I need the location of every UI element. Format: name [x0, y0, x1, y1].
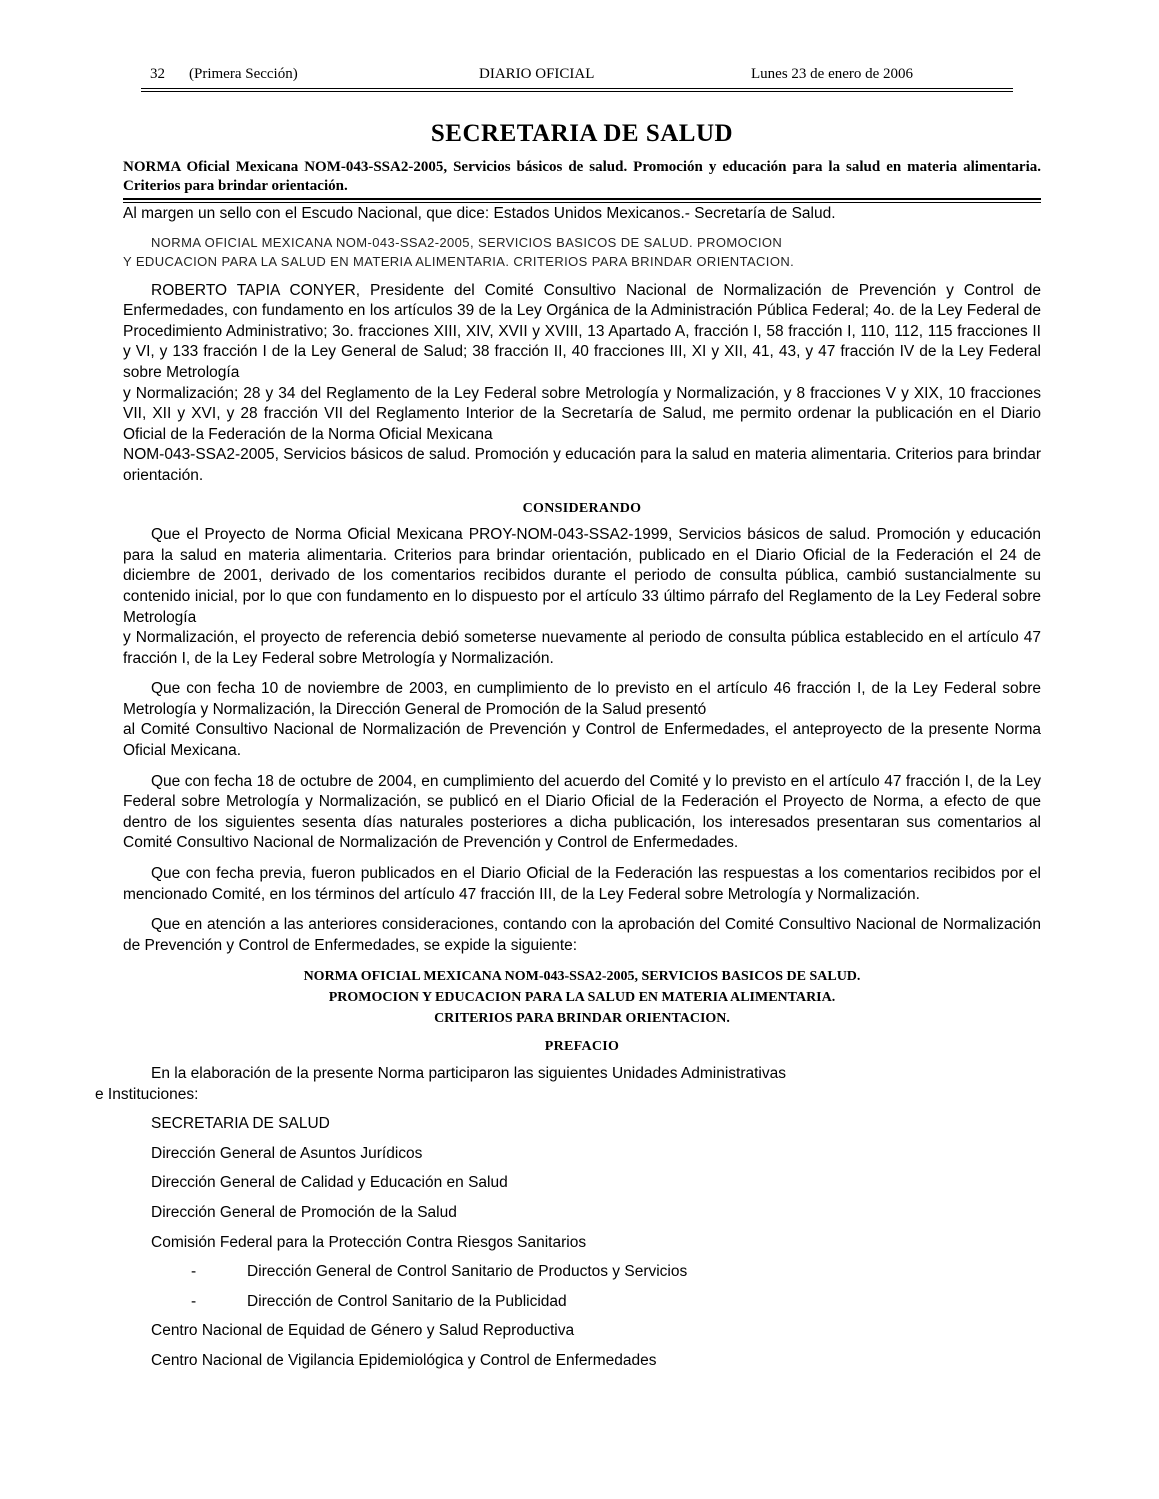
- list-item: Dirección General de Asuntos Jurídicos: [151, 1144, 423, 1162]
- sub-list-item-text: Dirección de Control Sanitario de la Publicidad: [247, 1292, 567, 1310]
- page-header: [123, 62, 1041, 84]
- considerando-paragraph-2a: Que con fecha 10 de noviembre de 2003, en cumplimiento de lo previsto en el artículo 46 fracción I, de la Ley Federal sobre Metrología y Normalización, la Dirección General de Promoción de la Salud presentó: [123, 680, 1041, 718]
- norm-summary: NORMA Oficial Mexicana NOM-043-SSA2-2005, Servicios básicos de salud. Promoción y educación para la salud en materia alimentaria. Criterios para brindar orientación.: [123, 159, 1041, 194]
- considerando-paragraph-2b: al Comité Consultivo Nacional de Normalización de Prevención y Control de Enfermedades, el anteproyecto de la presente Norma Oficial Mexicana.: [123, 721, 1041, 760]
- considerando-paragraph-4: Que con fecha previa, fueron publicados en el Diario Oficial de la Federación las respuestas a los comentarios recibidos por el mencionado Comité, en los términos del artículo 47 fracción III, de la Ley Federal sobre Metrología y Normalización.: [123, 865, 1041, 903]
- considerando-paragraph-5: Que en atención a las anteriores consideraciones, contando con la aprobación del Comité Consultivo Nacional de Normalización de Prevención y Control de Enfermedades, se expide la siguiente:: [123, 916, 1041, 954]
- norm-title-line3: CRITERIOS PARA BRINDAR ORIENTACION.: [434, 1011, 730, 1027]
- list-item: Centro Nacional de Vigilancia Epidemiológica y Control de Enfermedades: [151, 1351, 657, 1369]
- intro-paragraph-2: y Normalización; 28 y 34 del Reglamento de la Ley Federal sobre Metrología y Normalización, y 8 fracciones V y XIX, 10 fracciones VII, XII y XVI, y 28 fracción VII del Reglamento Interior de la Secretaría de Salud, me permito ordenar la publicación en el Diario Oficial de la Federación de la Norma Oficial Mexicana: [123, 384, 1041, 443]
- considerando-heading: CONSIDERANDO: [522, 500, 642, 516]
- header-rule: [141, 88, 1013, 89]
- sub-list-item-text: Dirección General de Control Sanitario de Productos y Servicios: [247, 1263, 688, 1281]
- considerando-paragraph-3: Que con fecha 18 de octubre de 2004, en cumplimiento del acuerdo del Comité y lo previsto en el artículo 47 fracción I, de la Ley Federal sobre Metrología y Normalización, se publicó en el Diario Oficial de la Federación el Proyecto de Norma, a efecto de que dentro de los siguientes sesenta días naturales posteriores a dicha publicación, los interesados presentaran sus comentarios al Comité Consultivo Nacional de Normalización de Prevención y Control de Enfermedades.: [123, 772, 1041, 852]
- sub-list-item: [191, 1292, 1041, 1313]
- considerando-paragraph-1a: Que el Proyecto de Norma Oficial Mexicana PROY-NOM-043-SSA2-1999, Servicios básicos de salud. Promoción y educación para la salud en materia alimentaria. Criterios para brindar orientación, publicado en el Diario Oficial de la Federación el 24 de diciembre de 2001, derivado de los comentarios recibidos durante el periodo de consulta pública, cambió sustancialmente su contenido inicial, por lo que con fundamento en lo dispuesto por el artículo 33 último párrafo del Reglamento de la Ley Federal sobre Metrología: [123, 526, 1041, 626]
- prefacio-intro-line1: En la elaboración de la presente Norma participaron las siguientes Unidades Administrativas: [151, 1065, 786, 1082]
- list-item: Dirección General de Calidad y Educación en Salud: [151, 1174, 508, 1192]
- prefacio-intro-line2: e Instituciones:: [95, 1085, 199, 1103]
- dash-bullet: -: [191, 1292, 197, 1310]
- newspaper-name: DIARIO OFICIAL: [479, 66, 595, 82]
- publication-date: Lunes 23 de enero de 2006: [751, 66, 914, 82]
- dash-bullet: -: [191, 1263, 197, 1281]
- small-norm-title-line2: Y EDUCACION PARA LA SALUD EN MATERIA ALIMENTARIA. CRITERIOS PARA BRINDAR ORIENTACION.: [123, 253, 795, 269]
- margin-note: Al margen un sello con el Escudo Nacional, que dice: Estados Unidos Mexicanos.- Secretaría de Salud.: [123, 205, 836, 222]
- section-label: (Primera Sección): [189, 66, 298, 82]
- page-number: 32: [150, 66, 165, 82]
- intro-paragraph-3: NOM-043-SSA2-2005, Servicios básicos de salud. Promoción y educación para la salud en materia alimentaria. Criterios para brindar orientación.: [123, 446, 1041, 484]
- document-page: [95, 62, 1041, 1369]
- header-rule-secondary: [141, 91, 1013, 92]
- ministry-title: SECRETARIA DE SALUD: [430, 120, 734, 147]
- list-item: SECRETARIA DE SALUD: [151, 1115, 330, 1133]
- list-item: Centro Nacional de Equidad de Género y Salud Reproductiva: [151, 1322, 575, 1340]
- norm-title-line2: PROMOCION Y EDUCACION PARA LA SALUD EN MATERIA ALIMENTARIA.: [328, 990, 836, 1006]
- summary-rule-secondary: [123, 202, 1041, 203]
- list-item: Comisión Federal para la Protección Contra Riesgos Sanitarios: [151, 1233, 587, 1251]
- prefacio-intro: [95, 1064, 1041, 1105]
- small-norm-title-line1: NORMA OFICIAL MEXICANA NOM-043-SSA2-2005, SERVICIOS BASICOS DE SALUD. PROMOCION: [151, 234, 783, 250]
- small-norm-title: [123, 233, 1041, 271]
- sub-list-item: [191, 1262, 1041, 1283]
- intro-paragraph-1: ROBERTO TAPIA CONYER, Presidente del Comité Consultivo Nacional de Normalización de Prevención y Control de Enfermedades, con fundamento en los artículos 39 de la Ley Orgánica de la Administración Pública Federal; 4o. de la Ley Federal de Procedimiento Administrativo; 3o. fracciones XIII, XIV, XVII y XVIII, 13 Apartado A, fracción I, 58 fracción I, 110, 112, 115 fracciones II y VI, y 133 fracción I de la Ley General de Salud; 38 fracción II, 40 fracciones III, XI y XII, 41, 43, y 47 fracción IV de la Ley Federal sobre Metrología: [123, 281, 1041, 381]
- prefacio-heading: PREFACIO: [544, 1039, 620, 1055]
- norm-full-title: [123, 966, 1041, 1029]
- list-item: Dirección General de Promoción de la Salud: [151, 1203, 457, 1221]
- document-body: [95, 204, 1041, 1372]
- norm-title-line1: NORMA OFICIAL MEXICANA NOM-043-SSA2-2005, SERVICIOS BASICOS DE SALUD.: [303, 969, 861, 985]
- summary-rule: [123, 198, 1041, 200]
- considerando-paragraph-1b: y Normalización, el proyecto de referencia debió someterse nuevamente al periodo de consulta pública establecido en el artículo 47 fracción I, de la Ley Federal sobre Metrología y Normalización.: [123, 629, 1041, 667]
